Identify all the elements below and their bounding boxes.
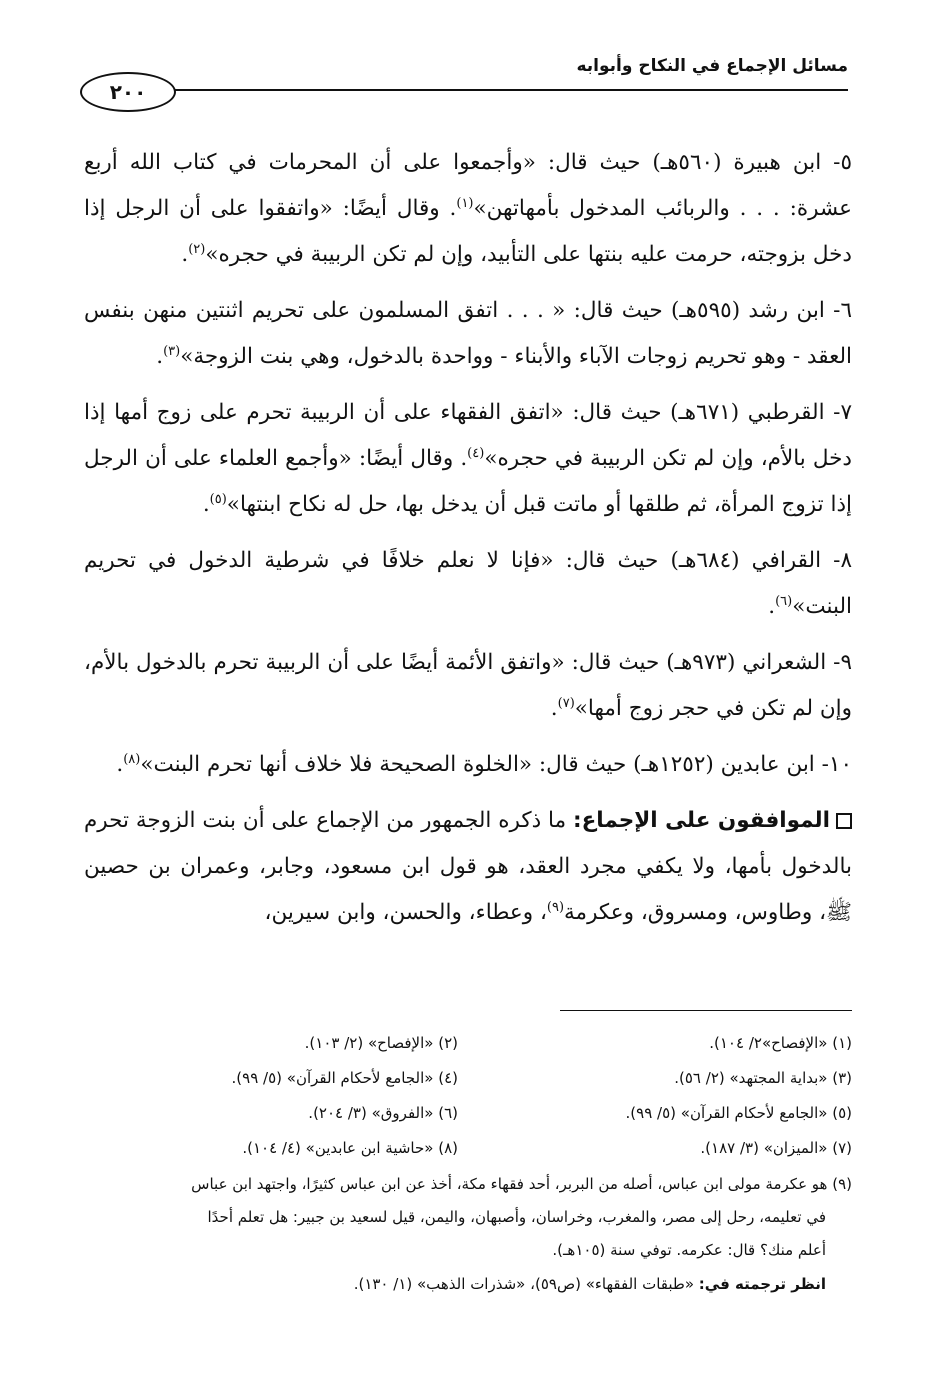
footnote-6: (٦) «الفروق» (٣/ ٢٠٤). xyxy=(308,1104,458,1122)
footnote-9 xyxy=(84,1168,852,1267)
square-bullet-icon xyxy=(836,813,852,829)
biography-label: انظر ترجمته في: xyxy=(698,1275,826,1293)
paragraph-text: . xyxy=(202,492,210,517)
paragraph-text: ٥- ابن هبيرة (٥٦٠هـ) حيث قال: «وأجمعوا على أن المحرمات في كتاب الله أربع عشرة: . . . والربائب المدخول بأمهاتهن» xyxy=(84,150,852,221)
footnote-grid xyxy=(84,1026,852,1166)
page-number: ٢٠٠ xyxy=(80,72,176,112)
main-text xyxy=(84,140,852,946)
agreement-paragraph xyxy=(84,798,852,936)
footnote-ref[interactable]: (٦) xyxy=(775,593,793,609)
paragraph-5 xyxy=(84,140,852,278)
footnote-2: (٢) «الإفصاح» (٢/ ١٠٣). xyxy=(304,1034,458,1052)
footnote-divider xyxy=(560,1010,852,1011)
paragraph-7 xyxy=(84,390,852,528)
paragraph-9 xyxy=(84,640,852,732)
footnote-ref[interactable]: (٩) xyxy=(546,899,565,915)
footnote-1: (١) «الإفصاح»٢/ ١٠٤). xyxy=(709,1034,852,1052)
footnote-8: (٨) «حاشية ابن عابدين» (٤/ ١٠٤). xyxy=(242,1139,458,1157)
footnote-9-line: في تعليمه، رحل إلى مصر، والمغرب، وخراسان، وأصبهان، واليمن، قيل لسعيد بن جبير: هل تعلم أحدًا xyxy=(207,1208,826,1226)
paragraph-text: . xyxy=(550,696,558,721)
paragraph-text: ٦- ابن رشد (٥٩٥هـ) حيث قال: « . . . اتفق المسلمون على تحريم اثنتين منهن بنفس العقد - وهو تحريم زوجات الآباء والأبناء - وواحدة بالدخول، وهي بنت الزوجة» xyxy=(84,298,852,369)
paragraph-text: . وقال أيضًا: «وأجمع العلماء على أن الرجل إذا تزوج المرأة، ثم طلقها أو ماتت قبل أن يدخل بها، حل له نكاح ابنتها» xyxy=(84,446,852,517)
paragraph-text: ٧- القرطبي (٦٧١هـ) حيث قال: «اتفق الفقهاء على أن الربيبة تحرم على زوج أمها إذا دخل بالأم، وإن لم تكن الربيبة في حجره» xyxy=(84,400,853,471)
paragraph-6 xyxy=(84,288,852,380)
paragraph-text: ، وعطاء، والحسن، وابن سيرين، xyxy=(264,900,547,925)
footnote-3: (٣) «بداية المجتهد» (٢/ ٥٦). xyxy=(674,1069,852,1087)
footnote-7: (٧) «الميزان» (٣/ ١٨٧). xyxy=(700,1139,852,1157)
paragraph-text: . xyxy=(181,242,189,267)
paragraph-text: . xyxy=(768,594,776,619)
paragraph-text: ١٠- ابن عابدين (١٢٥٢هـ) حيث قال: «الخلوة الصحيحة فلا خلاف أنها تحرم البنت» xyxy=(140,752,852,777)
footnote-9-line: أعلم منك؟ قال: عكرمه. توفي سنة (١٠٥هـ). xyxy=(552,1241,826,1259)
footnote-ref[interactable]: (٥) xyxy=(209,491,227,507)
footnote-9-line: (٩) هو عكرمة مولى ابن عباس، أصله من البربر، أحد فقهاء مكة، أخذ عن ابن عباس كثيرًا، واجتهد ابن عباس xyxy=(191,1175,852,1193)
paragraph-8 xyxy=(84,538,852,630)
biography-reference xyxy=(84,1267,852,1301)
header-rule xyxy=(88,89,848,91)
paragraph-text: ما ذكره الجمهور من الإجماع على أن بنت الزوجة تحرم بالدخول بأمها، ولا يكفي مجرد العقد، هو قول ابن مسعود، وجابر، وعمران بن حصين ﷺ، وطاوس، ومسروق، وعكرمة xyxy=(84,808,852,925)
paragraph-text: . وقال أيضًا: «واتفقوا على أن الرجل إذا دخل بزوجته، حرمت عليه بنتها على التأبيد، وإن لم تكن الربيبة في حجره» xyxy=(84,196,852,267)
footnote-ref[interactable]: (٧) xyxy=(557,695,575,711)
footnotes xyxy=(84,1026,852,1301)
footnote-ref[interactable]: (٨) xyxy=(123,751,141,767)
footnote-ref[interactable]: (٤) xyxy=(467,445,485,461)
paragraph-text: ٨- القرافي (٦٨٤هـ) حيث قال: «فإنا لا نعلم خلافًا في شرطية الدخول في تحريم البنت» xyxy=(84,548,852,619)
footnote-ref[interactable]: (٢) xyxy=(188,241,206,257)
paragraph-text: . xyxy=(156,344,164,369)
paragraph-text: . xyxy=(116,752,124,777)
page-header xyxy=(88,52,848,112)
footnote-4: (٤) «الجامع لأحكام القرآن» (٥/ ٩٩). xyxy=(231,1069,458,1087)
paragraph-text: ٩- الشعراني (٩٧٣هـ) حيث قال: «واتفق الأئمة أيضًا على أن الربيبة تحرم بالدخول بالأم، وإن لم تكن في حجر زوج أمها» xyxy=(84,650,852,721)
footnote-ref[interactable]: (٣) xyxy=(163,343,181,359)
biography-sources: «طبقات الفقهاء» (ص٥٩)، «شذرات الذهب» (١/ ١٣٠). xyxy=(353,1275,699,1293)
agreement-label: الموافقون على الإجماع: xyxy=(573,808,830,833)
running-title: مسائل الإجماع في النكاح وأبوابه xyxy=(576,56,848,76)
footnote-5: (٥) «الجامع لأحكام القرآن» (٥/ ٩٩). xyxy=(625,1104,852,1122)
footnote-ref[interactable]: (١) xyxy=(456,195,474,211)
paragraph-10 xyxy=(84,742,852,788)
